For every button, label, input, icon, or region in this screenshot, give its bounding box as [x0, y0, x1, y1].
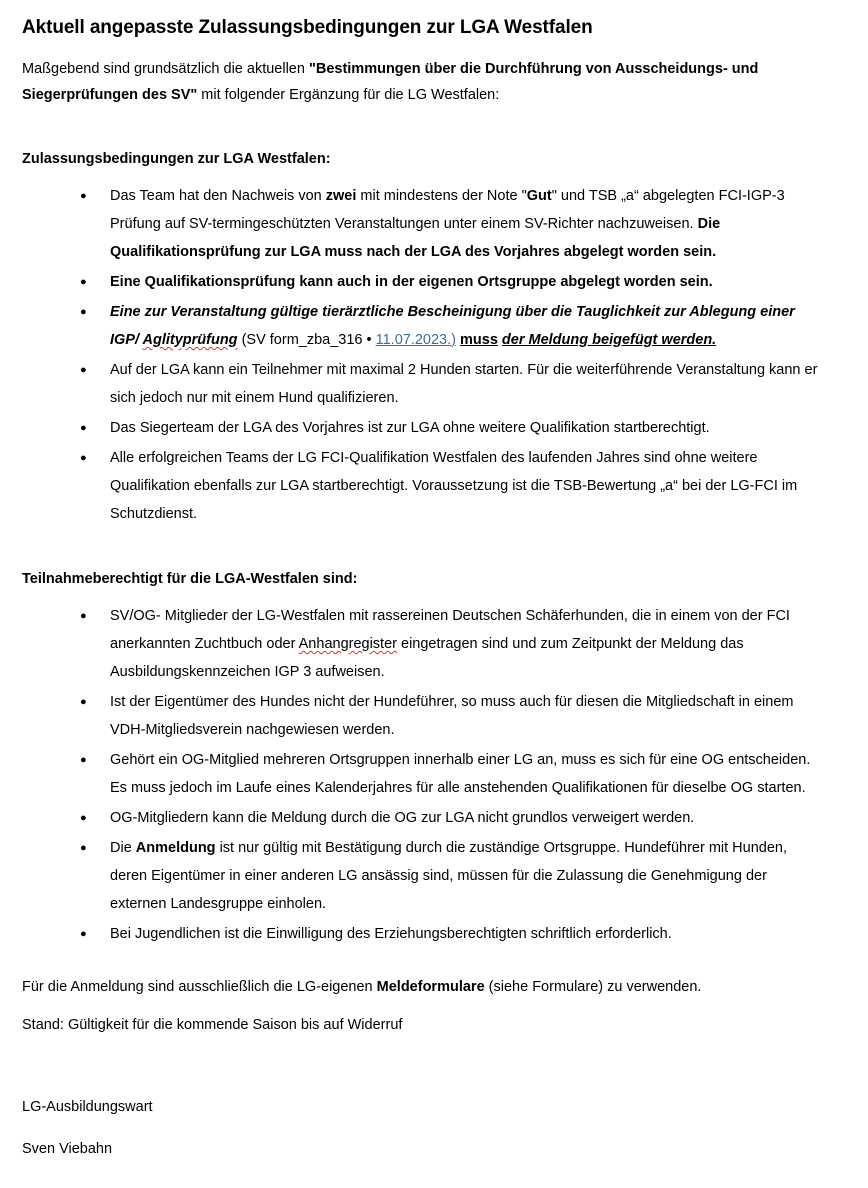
s2-bullet1-text2: eingetragen sind und zum Zeitpunkt der Meldung das Ausbildungskennzeichen IGP 3 aufweisen. [110, 635, 744, 680]
teilnahmeberechtigt-list [22, 602, 846, 948]
s2-bullet1-spellcheck-anhangregister: Anhangregister [298, 635, 397, 652]
closing-paragraph-meldeformulare [22, 974, 846, 1000]
list-item: ● Auf der LGA kann ein Teilnehmer mit maximal 2 Hunden starten. Für die weiterführende Veranstaltung kann er sich jedoch nur mit einem Hund qualifizieren. [22, 356, 846, 412]
date-hyperlink[interactable]: 11.07.2023.) [375, 331, 456, 348]
section-heading-teilnahmeberechtigt: Teilnahmeberechtigt für die LGA-Westfalen sind: [22, 570, 358, 587]
intro-text-part2: mit folgender Ergänzung für die LG Westfalen: [197, 86, 500, 103]
list-item: ● Bei Jugendlichen ist die Einwilligung des Erziehungsberechtigten schriftlich erforderlich. [22, 920, 846, 948]
list-item: ● OG-Mitgliedern kann die Meldung durch die OG zur LGA nicht grundlos verweigert werden. [22, 804, 846, 832]
list-item [22, 298, 846, 354]
signature-role: LG-Ausbildungswart [22, 1098, 153, 1115]
page-title: Aktuell angepasste Zulassungsbedingungen zur LGA Westfalen [22, 17, 593, 38]
bullet2-bold-text: Eine Qualifikationsprüfung kann auch in der eigenen Ortsgruppe abgelegt worden sein. [110, 273, 713, 290]
list-item [22, 268, 846, 296]
bullet3-bold-underline-muss: muss [460, 331, 498, 348]
s2-bullet5-text1: Die [110, 839, 136, 856]
intro-bold-regulations: "Bestimmungen über die Durchführung von Ausscheidungs- und Siegerprüfungen des SV" [22, 60, 759, 103]
closing-bold-meldeformulare: Meldeformulare [376, 978, 485, 995]
zulassungsbedingungen-list [22, 182, 846, 528]
bullet3-bolditalic-underline-meldung: der Meldung beigefügt werden. [501, 331, 717, 348]
list-item: ● Das Siegerteam der LGA des Vorjahres ist zur LGA ohne weitere Qualifikation startberechtigt. [22, 414, 846, 442]
list-item [22, 602, 846, 686]
list-item: ● Gehört ein OG-Mitglied mehreren Ortsgruppen innerhalb einer LG an, muss es sich für eine OG entscheiden. Es muss jedoch im Laufe eines Kalenderjahres für alle anstehenden Qualifikationen für dieselbe OG starten. [22, 746, 846, 802]
intro-text-part1: Maßgebend sind grundsätzlich die aktuellen [22, 60, 309, 77]
bullet3-bolditalic-text1: Eine zur Veranstaltung gültige tierärztliche Bescheinigung über die Tauglichkeit zur Ablegung einer IGP/ [110, 303, 795, 348]
bullet1-bold-gut: Gut [526, 187, 552, 204]
closing-paragraph-stand: Stand: Gültigkeit für die kommende Saison bis auf Widerruf [22, 1016, 403, 1033]
list-item [22, 834, 846, 918]
list-item: ● Ist der Eigentümer des Hundes nicht der Hundeführer, so muss auch für diesen die Mitgliedschaft in einem VDH-Mitgliedsverein nachgewiesen werden. [22, 688, 846, 744]
bullet3-spellcheck-aglitypruefung: Aglityprüfung [142, 331, 238, 348]
bullet1-bold-qualifikation: Die Qualifikationsprüfung zur LGA muss nach der LGA des Vorjahres abgelegt worden sein. [110, 215, 721, 260]
closing-text1: Für die Anmeldung sind ausschließlich die LG-eigenen [22, 978, 377, 995]
signature-name: Sven Viebahn [22, 1140, 113, 1157]
s2-bullet1-text1: SV/OG- Mitglieder der LG-Westfalen mit rassereinen Deutschen Schäferhunden, die in einem von der FCI anerkannten Zuchtbuch oder [110, 607, 790, 652]
list-item [22, 182, 846, 266]
section-heading-zulassungsbedingungen: Zulassungsbedingungen zur LGA Westfalen: [22, 150, 331, 167]
list-item: ● Alle erfolgreichen Teams der LG FCI-Qualifikation Westfalen des laufenden Jahres sind ohne weitere Qualifikation ebenfalls zur LGA startberechtigt. Voraussetzung ist die TSB-Bewertung „a“ bei der LG-FCI im Schutzdienst. [22, 444, 846, 528]
bullet1-text2: mit mindestens der Note " [356, 187, 527, 204]
signature-block [22, 1094, 846, 1162]
bullet1-text1: Das Team hat den Nachweis von [110, 187, 326, 204]
bullet3-text-formular: (SV form_zba_316 • [237, 331, 376, 348]
intro-paragraph [22, 56, 846, 108]
s2-bullet5-text2: ist nur gültig mit Bestätigung durch die zuständige Ortsgruppe. Hundeführer mit Hunden, deren Eigentümer in einer anderen LG ansässig sind, müssen für die Zulassung die Genehmigung der externen Landesgruppe einholen. [110, 839, 788, 912]
closing-text2: (siehe Formulare) zu verwenden. [484, 978, 702, 995]
bullet1-text3: " und TSB „a“ abgelegten FCI-IGP-3 Prüfung auf SV-termingeschützten Veranstaltungen unter einem SV-Richter nachzuweisen. [110, 187, 785, 232]
s2-bullet5-bold-anmeldung: Anmeldung [135, 839, 216, 856]
bullet1-bold-zwei: zwei [325, 187, 357, 204]
